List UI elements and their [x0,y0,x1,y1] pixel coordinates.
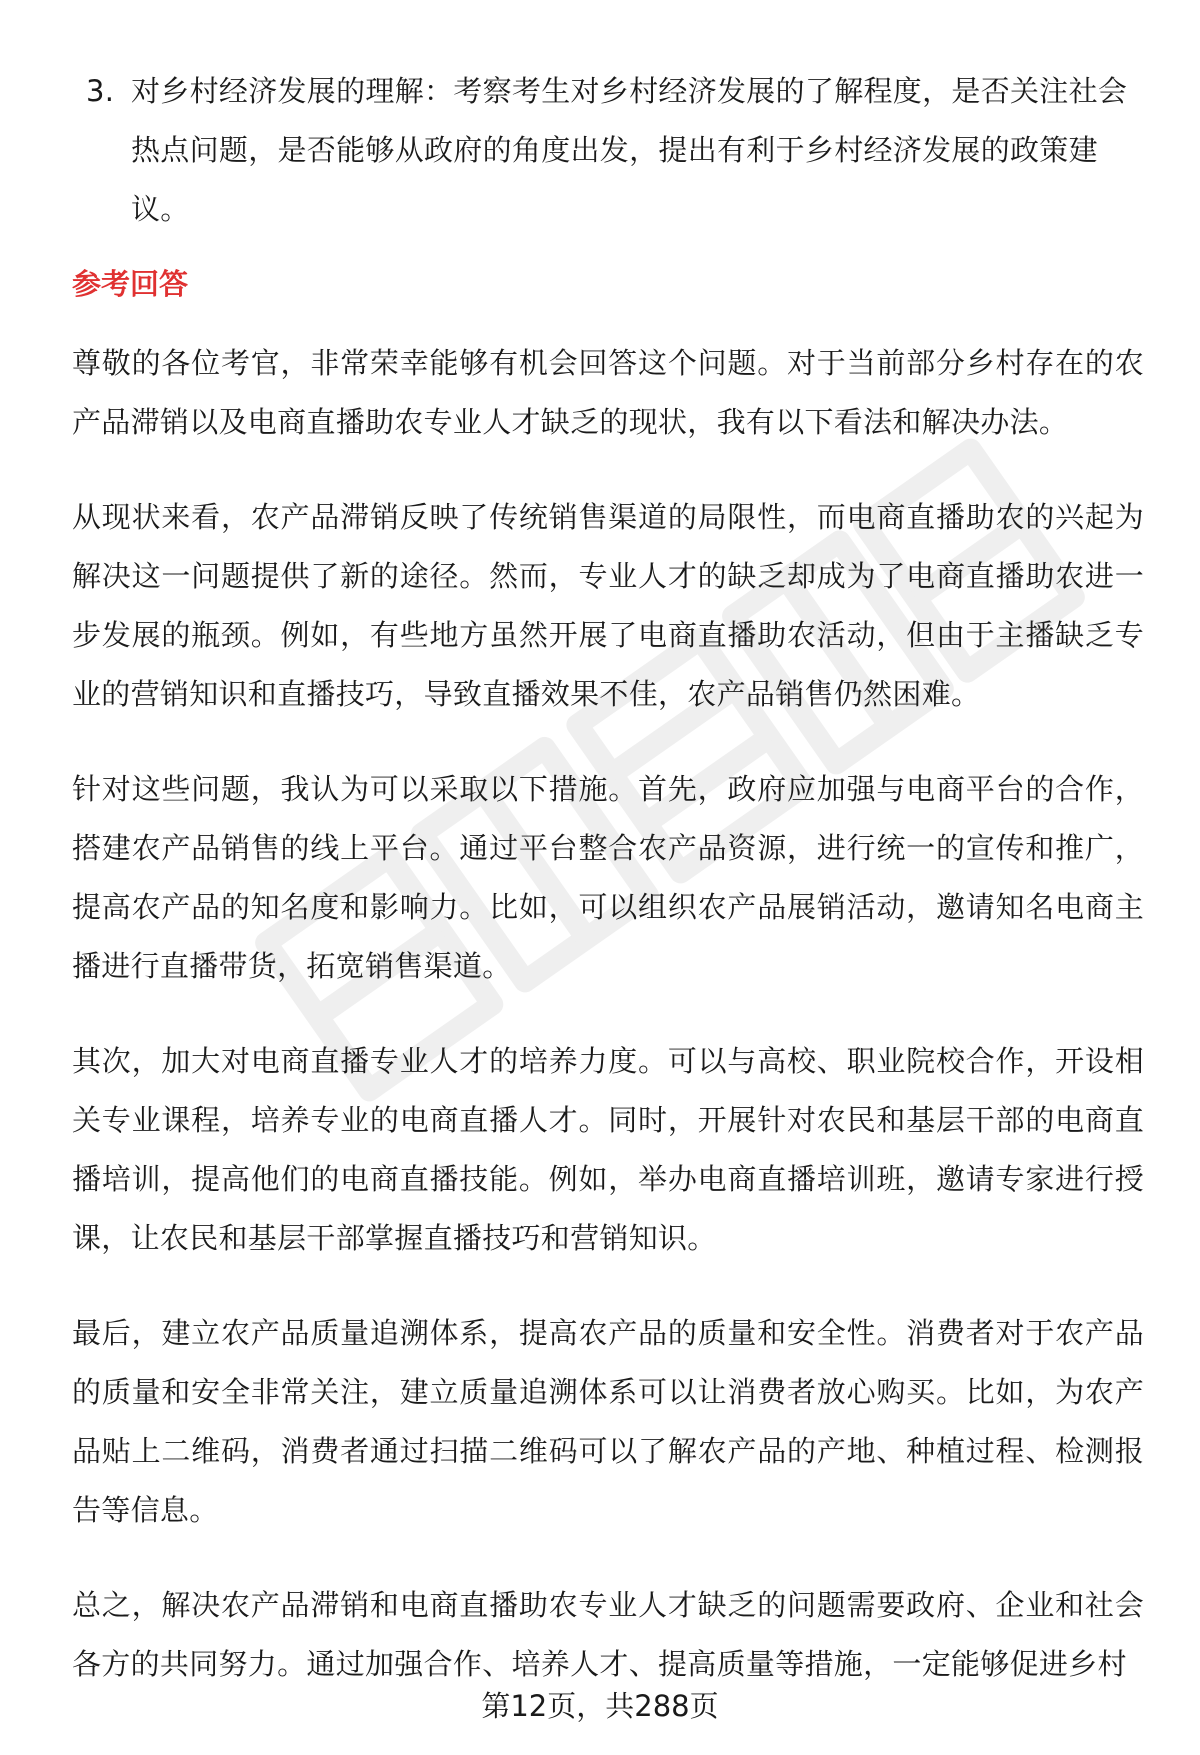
list-item-number: 3. [86,74,115,108]
document-content [72,62,1144,1694]
list-item [72,62,1144,239]
section-heading: 参考回答 [72,267,189,301]
paragraph-1: 尊敬的各位考官，非常荣幸能够有机会回答这个问题。对于当前部分乡村存在的农产品滞销以及电商直播助农专业人才缺乏的现状，我有以下看法和解决办法。 [72,346,1144,439]
list-item-text: 对乡村经济发展的理解：考察考生对乡村经济发展的了解程度，是否关注社会热点问题，是否能够从政府的角度出发，提出有利于乡村经济发展的政策建议。 [131,74,1128,226]
paragraph-4: 其次，加大对电商直播专业人才的培养力度。可以与高校、职业院校合作，开设相关专业课程，培养专业的电商直播人才。同时，开展针对农民和基层干部的电商直播培训，提高他们的电商直播技能。例如，举办电商直播培训班，邀请专家进行授课，让农民和基层干部掌握直播技巧和营销知识。 [72,1044,1144,1255]
paragraph-5: 最后，建立农产品质量追溯体系，提高农产品的质量和安全性。消费者对于农产品的质量和安全非常关注，建立质量追溯体系可以让消费者放心购买。比如，为农产品贴上二维码，消费者通过扫描二维码可以了解农产品的产地、种植过程、检测报告等信息。 [72,1316,1144,1527]
paragraph-2: 从现状来看，农产品滞销反映了传统销售渠道的局限性，而电商直播助农的兴起为解决这一问题提供了新的途径。然而，专业人才的缺乏却成为了电商直播助农进一步发展的瓶颈。例如，有些地方虽然开展了电商直播助农活动，但由于主播缺乏专业的营销知识和直播技巧，导致直播效果不佳，农产品销售仍然困难。 [72,500,1144,711]
page-footer: 第12页，共288页 [481,1689,719,1723]
paragraph-3: 针对这些问题，我认为可以采取以下措施。首先，政府应加强与电商平台的合作，搭建农产品销售的线上平台。通过平台整合农产品资源，进行统一的宣传和推广，提高农产品的知名度和影响力。比如，可以组织农产品展销活动，邀请知名电商主播进行直播带货，拓宽销售渠道。 [72,772,1144,983]
paragraph-6: 总之，解决农产品滞销和电商直播助农专业人才缺乏的问题需要政府、企业和社会各方的共同努力。通过加强合作、培养人才、提高质量等措施，一定能够促进乡村 [72,1588,1144,1681]
